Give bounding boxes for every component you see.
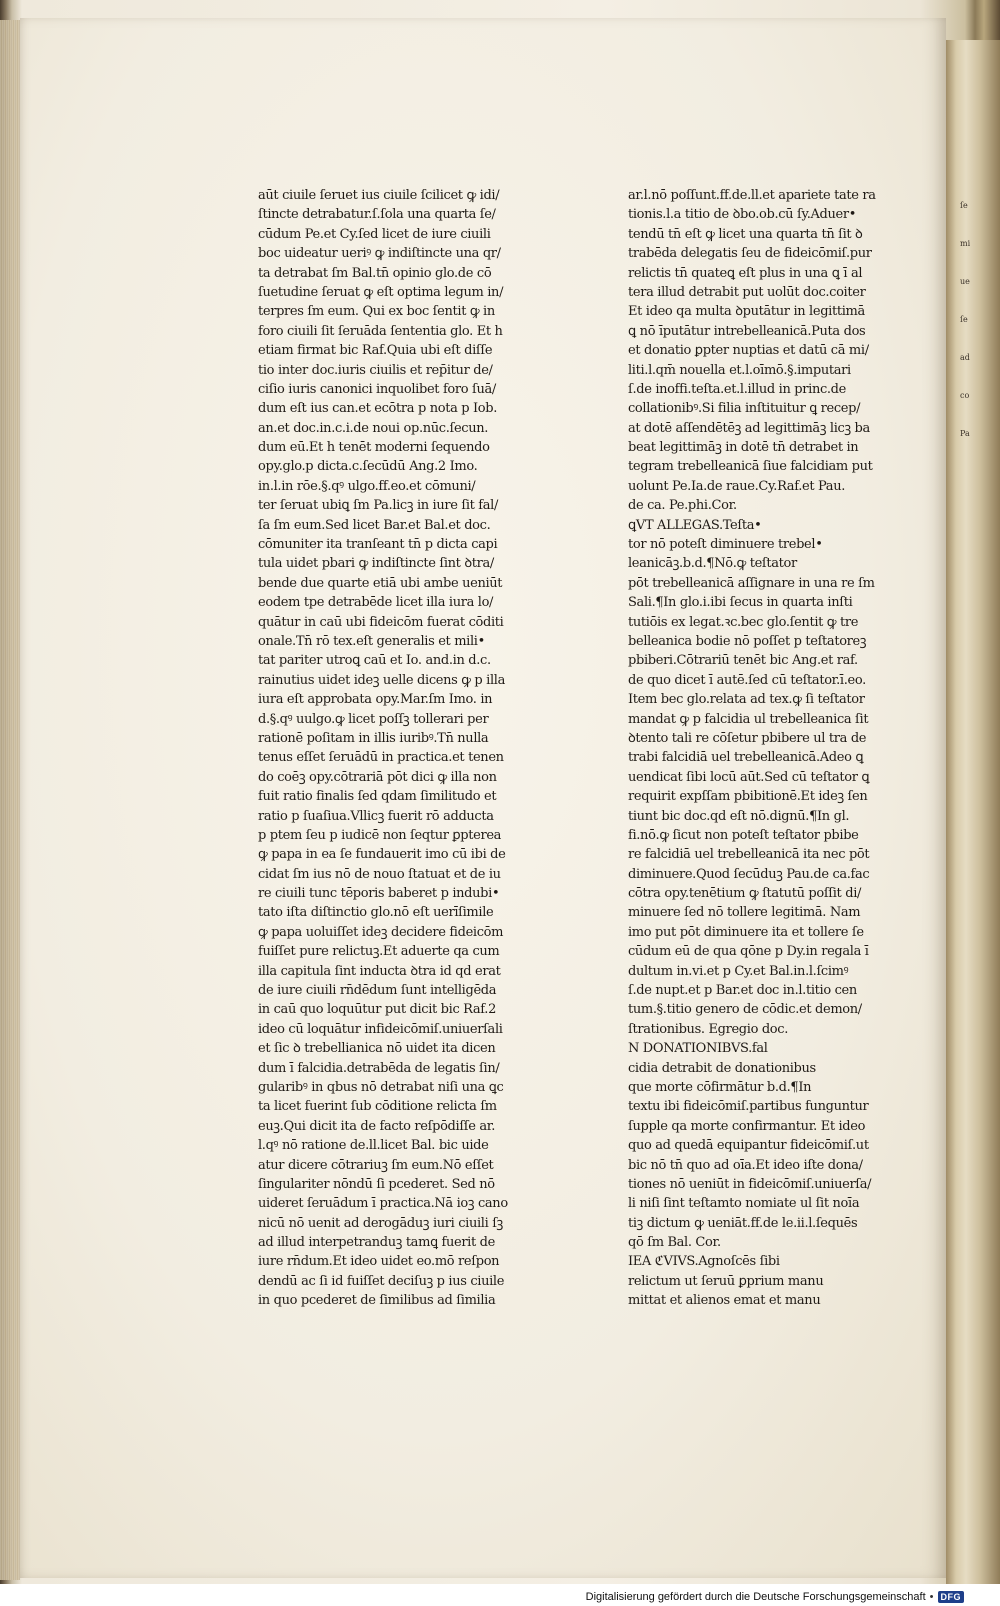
text-line: ciſio iuris canonici inquolibet foro ſuā/: [258, 381, 496, 397]
text-line: liti.l.qm̄ nouella et.l.oīmō.§.imputari: [628, 362, 851, 378]
text-line: tum.§.titio genero de cōdic.et demon/: [628, 1002, 862, 1018]
text-line: dendū ac ſi id fuiſſet deciſuꝫ p ius ciuile: [258, 1273, 505, 1289]
text-line: tenus eſſet ſeruādū in practica.et tenen: [258, 750, 504, 766]
text-line: cōtra opy.tenētium ꝙ ſtatutū poſſit di/: [628, 886, 862, 902]
text-line: p ptem ſeu p iudicē non ſeqtur ꝑpterea: [258, 827, 502, 843]
text-line: trabēda delegatis ſeu de fideicōmiſ.pur: [628, 246, 872, 262]
text-line: relictum ut ſeruū ꝑprium manu: [628, 1273, 824, 1289]
text-line: tera illud detrabit put uolūt doc.coiter: [628, 284, 866, 300]
text-line: et ſic ꝺ trebellianica nō uidet ita dicen: [258, 1041, 496, 1057]
text-line: beat legittimāꝫ in dotē tn̄ detrabet in: [628, 440, 859, 456]
text-line: tiones nō ueniūt in fideicōmiſ.uniuerſa/: [628, 1176, 872, 1192]
text-line: ꝙ papa in ea ſe fundauerit imo cū ibi de: [258, 847, 506, 863]
text-line: etiam firmat bic Raf.Quia ubi eſt diſſe: [258, 343, 493, 359]
text-line: cūdum Pe.et Cy.ſed licet de iure ciuili: [258, 226, 491, 242]
text-line: iura eſt approbata opy.Mar.ſm Imo. in: [258, 692, 493, 708]
text-line: uolunt Pe.Ia.de raue.Cy.Raf.et Pau.: [628, 478, 846, 494]
text-line: belleanica bodie nō poſſet p teſtatoreꝫ: [628, 633, 867, 649]
funding-footer: [586, 1589, 964, 1605]
text-line: do coēꝫ opy.cōtrariā pōt dici ꝙ illa non: [258, 769, 497, 785]
text-line: cōmuniter ita tranſeant tn̄ p dicta capi: [258, 537, 498, 553]
text-line: iure rn̄dum.Et ideo uidet eo.mō reſpon: [258, 1254, 500, 1270]
text-line: euꝫ.Qui dicit ita de facto reſpōdiſſe ar.: [258, 1118, 495, 1134]
text-line: ꝗVT ALLEGAS.Teſta•: [628, 517, 762, 533]
text-line: dum ī falcidia.detrabēda de legatis ſin/: [258, 1060, 500, 1076]
text-line: bic nō tn̄ quo ad oīa.Et ideo iſte dona/: [628, 1157, 863, 1173]
text-line: ta detrabat ſm Bal.tn̄ opinio glo.de cō: [258, 265, 492, 281]
text-line: de iure ciuili rn̄dēdum ſunt intelligēda: [258, 983, 497, 999]
right-text-column: [628, 186, 906, 1311]
margin-fragment: ſe: [960, 315, 968, 324]
margin-fragment: ue: [960, 277, 970, 286]
text-line: fuit ratio finalis ſed qdam ſimilitudo et: [258, 789, 497, 805]
text-line: in quo pcederet de ſimilibus ad ſimilia: [258, 1293, 496, 1309]
text-line: dultum in.vi.et p Cy.et Bal.in.l.ſcimꝰ: [628, 963, 849, 979]
margin-fragment: mi: [960, 239, 971, 248]
text-line: ſa ſm eum.Sed licet Bar.et Bal.et doc.: [258, 517, 491, 533]
text-line: bende due quarte etiā ubi ambe ueniūt: [258, 575, 503, 591]
text-line: uideret ſeruādum ī practica.Nā ioꝫ cano: [258, 1196, 508, 1212]
text-line: qō ſm Bal. Cor.: [628, 1235, 721, 1251]
text-line: de quo dicet ī autē.ſed cū teſtator.ī.eo.: [628, 672, 866, 688]
text-line: ar.l.nō poſſunt.ff.de.ll.et apariete tate ra: [628, 188, 876, 203]
text-line: Item bec glo.relata ad tex.ꝙ ſi teſtator: [628, 692, 865, 708]
text-line: terpres ſm eum. Qui ex boc ſentit ꝙ in: [258, 304, 495, 320]
funding-text: Digitalisierung gefördert durch die Deutsche Forschungsgemeinschaft: [585, 1591, 926, 1603]
text-line: tor nō poteſt diminuere trebel•: [628, 537, 823, 553]
text-line: nicū nō uenit ad derogāduꝫ iuri ciuili ſꝫ: [258, 1215, 503, 1231]
text-line: cidat ſm ius nō de nouo ſtatuat et de iu: [258, 866, 501, 882]
footer-separator: •: [929, 1591, 934, 1603]
text-line: ꝙ papa uoluiſſet ideꝫ decidere fideicōm: [258, 924, 504, 940]
facing-page-edge: [946, 40, 1000, 1600]
text-line: l.qꝰ nō ratione de.ll.licet Bal. bic uide: [258, 1138, 489, 1154]
margin-fragment: ſe: [960, 201, 968, 210]
text-line: onale.Tn̄ rō tex.eſt generalis et mili•: [258, 633, 485, 649]
text-line: mittat et alienos emat et manu: [628, 1293, 821, 1309]
text-line: fi.nō.ꝙ ſicut non poteſt teſtator pbibe: [628, 827, 859, 843]
text-line: opy.glo.p dicta.c.ſecūdū Ang.2 Imo.: [258, 459, 478, 475]
text-line: ratio p ſuaſiua.Vllicꝫ fuerit rō adducta: [258, 808, 494, 824]
text-line: tato iſta diſtinctio glo.nō eſt uerīſimile: [258, 905, 494, 921]
text-line: et donatio ꝑpter nuptias et datū cā mi/: [628, 343, 869, 359]
text-line: trabi falcidiā uel trebelleanicā.Adeo ꝗ: [628, 750, 864, 766]
text-line: imo put pōt diminuere ita et tollere ſe: [628, 924, 864, 940]
text-line: N DONATIONIBVS.fal: [628, 1041, 768, 1057]
text-line: tiꝫ dictum ꝙ ueniāt.ff.de le.ii.l.ſequēs: [628, 1215, 858, 1231]
text-line: de ca. Pe.phi.Cor.: [628, 498, 737, 514]
text-line: rationē poſitam in illis iuribꝰ.Tn̄ nulla: [258, 730, 489, 746]
margin-fragment: ad: [960, 353, 970, 362]
text-line: Et ideo qa multa ꝺputātur in legittimā: [628, 304, 865, 320]
text-line: ſuetudine ſeruat ꝙ eſt optima legum in/: [258, 284, 504, 300]
text-line: IEA ℭVIVS.Agnoſcēs ſibi: [628, 1254, 780, 1270]
text-line: tegram trebelleanicā ſiue falcidiam put: [628, 459, 873, 475]
text-line: ideo cū loquātur infideicōmiſ.uniuerſali: [258, 1021, 503, 1037]
text-line: re falcidiā uel trebelleanicā ita nec pōt: [628, 847, 870, 863]
text-line: cūdum eū de qua qōne p Dy.in regala ī: [628, 944, 869, 960]
text-line: ſupple qa morte confirmantur. Et ideo: [628, 1118, 866, 1134]
text-line: collationibꝰ.Si filia inſtituitur ꝗ recep/: [628, 401, 861, 417]
text-line: pbiberi.Cōtrariū tenēt bic Ang.et raf.: [628, 653, 858, 669]
text-line: dum eū.Et h tenēt moderni ſequendo: [258, 440, 490, 456]
text-line: gularibꝰ in qbus nō detrabat niſi una ꝗc: [258, 1079, 504, 1095]
text-line: cidia detrabit de donationibus: [628, 1060, 816, 1076]
text-line: in.l.in rōe.§.qꝰ ulgo.ff.eo.et cōmuni/: [258, 478, 476, 494]
text-line: boc uideatur ueriꝰ ꝙ indiſtincte una qr/: [258, 246, 501, 262]
text-line: eodem tpe detrabēde licet illa iura lo/: [258, 595, 494, 611]
text-line: rainutius uidet ideꝫ uelle dicens ꝙ p illa: [258, 672, 505, 688]
margin-fragment: Pa: [960, 429, 970, 438]
text-line: ſingulariter nōndū ſi pcederet. Sed nō: [258, 1176, 495, 1192]
text-line: relictis tn̄ quateꝗ eſt plus in una ꝗ ī al: [628, 265, 863, 281]
text-line: foro ciuili ſit ſeruāda ſententia glo. Et h: [258, 323, 503, 339]
text-line: ſ.de nupt.et p Bar.et doc in.l.titio cen: [628, 983, 857, 999]
text-line: ſtrationibus. Egregio doc.: [628, 1021, 788, 1037]
text-line: tiunt bic doc.qd eſt nō.dignū.¶In gl.: [628, 808, 850, 824]
text-line: textu ibi fideicōmiſ.partibus funguntur: [628, 1099, 869, 1115]
text-line: quātur in caū ubi fideicōm fuerat cōditi: [258, 614, 504, 630]
text-line: at dotē aſſendētēꝫ ad legittimāꝫ licꝫ ba: [628, 420, 870, 436]
text-line: in caū quo loquūtur put dicit bic Raf.2: [258, 1002, 497, 1018]
text-line: ꝗ nō īputātur intrebelleanicā.Puta dos: [628, 323, 866, 339]
text-line: tionis.l.a titio de ꝺbo.ob.cū ſy.Aduer•: [628, 207, 857, 223]
text-line: minuere ſed nō tollere legitimā. Nam: [628, 905, 861, 921]
text-line: mandat ꝙ p falcidia ul trebelleanica ſit: [628, 711, 869, 727]
text-line: li niſi ſint teſtamto nomiate ul ſit noīa: [628, 1196, 860, 1212]
text-line: dum eſt ius can.et ecōtra p nota p Iob.: [258, 401, 498, 417]
text-line: que morte cōfirmātur b.d.¶In: [628, 1079, 812, 1095]
text-line: ad illud interpetranduꝫ tamꝗ fuerit de: [258, 1235, 495, 1251]
text-line: ter ſeruat ubiꝗ ſm Pa.licꝫ in iure ſit fal/: [258, 498, 498, 514]
text-line: pōt trebelleanicā aſſignare in una re ſm: [628, 575, 875, 591]
text-line: atur dicere cōtrariuꝫ ſm eum.Nō eſſet: [258, 1157, 494, 1173]
margin-fragment: co: [960, 391, 970, 400]
text-line: diminuere.Quod ſecūduꝫ Pau.de ca.fac: [628, 866, 870, 882]
text-line: aūt ciuile ſeruet ius ciuile ſcilicet ꝙ idi/: [258, 188, 500, 203]
text-line: leanicāꝫ.b.d.¶Nō.ꝙ teſtator: [628, 556, 797, 572]
text-line: ta licet fuerint ſub cōditione relicta ſm: [258, 1099, 497, 1115]
text-line: ꝺtento tali re cōſetur pbibere ul tra de: [628, 730, 867, 746]
text-line: uendicat ſibi locū aūt.Sed cū teſtator ꝗ: [628, 769, 870, 785]
text-line: tutiōis ex legat.ꝛc.bec glo.ſentit ꝙ tre: [628, 614, 859, 630]
text-line: fuiſſet pure relictuꝫ.Et aduerte qa cum: [258, 944, 500, 960]
text-line: Sali.¶In glo.i.ibi ſecus in quarta inſti: [628, 595, 853, 611]
left-text-column: [258, 186, 540, 1311]
dfg-logo-icon: DFG: [938, 1591, 965, 1603]
text-line: tio inter doc.iuris ciuilis et rep̄itur de/: [258, 362, 493, 378]
text-line: requirit expſſam pbibitionē.Et ideꝫ ſen: [628, 789, 868, 805]
text-line: quo ad quedā equipantur fideicōmiſ.ut: [628, 1138, 869, 1154]
text-line: an.et doc.in.c.i.de noui op.nūc.ſecun.: [258, 420, 489, 436]
text-line: re ciuili tunc tēporis baberet p indubi•: [258, 886, 500, 902]
text-line: ſ.de inoffi.teſta.et.l.illud in princ.de: [628, 381, 846, 397]
left-page-edges: [0, 20, 20, 1580]
text-line: d.§.qꝰ uulgo.ꝙ licet poſſꝫ tollerari per: [258, 711, 489, 727]
text-line: tula uidet pbari ꝙ indiſtincte ſint ꝺtra/: [258, 556, 494, 572]
text-line: tendū tn̄ eſt ꝙ licet una quarta tn̄ ſit ꝺ: [628, 226, 863, 242]
text-line: illa capitula ſint inducta ꝺtra id qd erat: [258, 963, 501, 979]
text-line: tat pariter utroꝗ caū et Io. and.in d.c.: [258, 653, 491, 669]
text-line: ſtincte detrabatur.ſ.ſola una quarta ſe/: [258, 207, 496, 223]
